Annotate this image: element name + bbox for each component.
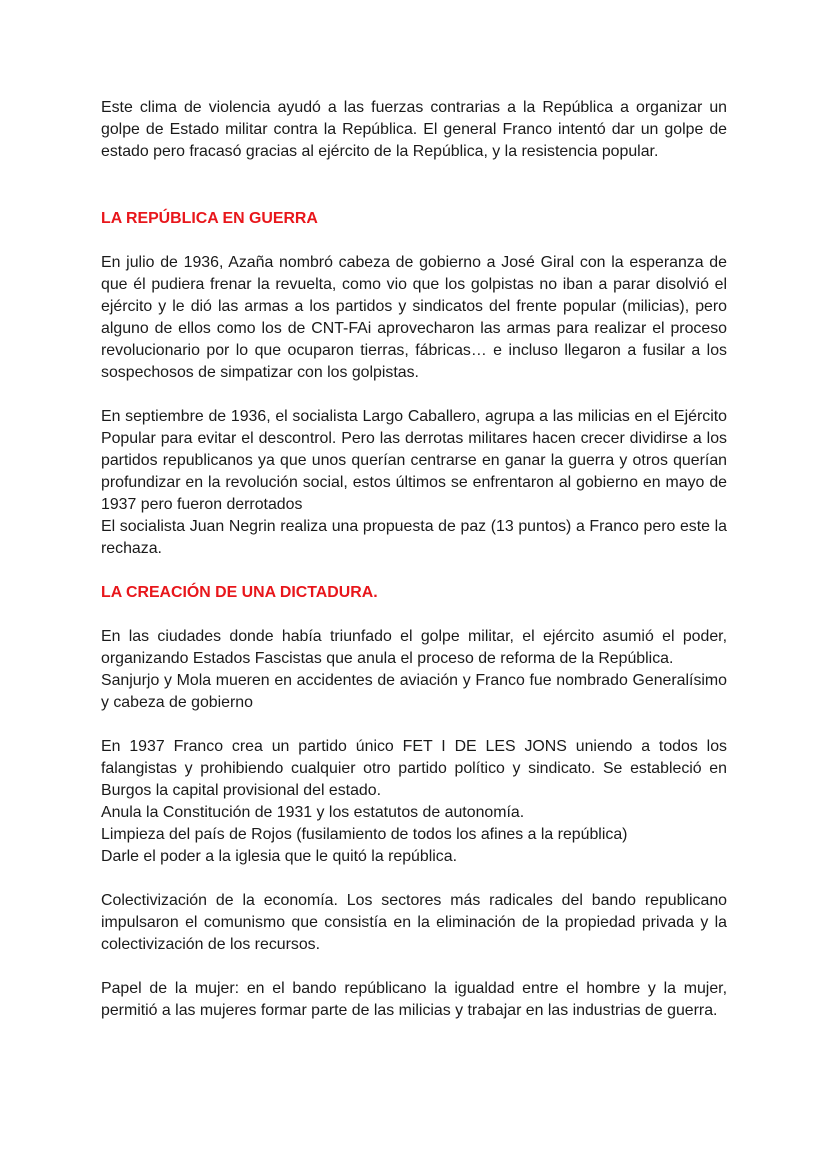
paragraph-septiembre-1936: En septiembre de 1936, el socialista Largo Caballero, agrupa a las milicias en el Ejército Popular para evitar el descontrol. Pero las derrotas militares hacen crecer dividirse a los partidos republicanos ya que unos querían centrarse en ganar la guerra y otros querían profundizar en la revolución social, estos últimos se enfrentaron al gobierno en mayo de 1937 pero fueron derrotados	[101, 408, 727, 513]
paragraph-sanjurjo-mola: Sanjurjo y Mola mueren en accidentes de aviación y Franco fue nombrado Generalísimo y cabeza de gobierno	[101, 672, 727, 711]
paragraph-colectivizacion: Colectivización de la economía. Los sectores más radicales del bando republicano impulsaron el comunismo que consistía en la eliminación de la propiedad privada y la colectivización de los recursos.	[101, 892, 727, 953]
paragraph-iglesia: Darle el poder a la iglesia que le quitó la república.	[101, 848, 457, 865]
document-page	[101, 97, 727, 1022]
paragraph-papel-mujer: Papel de la mujer: en el bando repúblicano la igualdad entre el hombre y la mujer, permitió a las mujeres formar parte de las milicias y trabajar en las industrias de guerra.	[101, 980, 727, 1019]
paragraph-julio-1936: En julio de 1936, Azaña nombró cabeza de gobierno a José Giral con la esperanza de que él pudiera frenar la revuelta, como vio que los golpistas no iban a parar disolvió el ejército y le dió las armas a los partidos y sindicatos del frente popular (milicias), pero alguno de ellos como los de CNT-FAi aprovecharon las armas para realizar el proceso revolucionario por lo que ocuparon tierras, fábricas… e incluso llegaron a fusilar a los sospechosos de simpatizar con los golpistas.	[101, 254, 727, 381]
paragraph-ciudades-golpe: En las ciudades donde había triunfado el golpe militar, el ejército asumió el poder, organizando Estados Fascistas que anula el proceso de reforma de la República.	[101, 628, 727, 667]
paragraph-anula-constitucion: Anula la Constitución de 1931 y los estatutos de autonomía.	[101, 804, 525, 821]
section-heading-creacion-dictadura: LA CREACIÓN DE UNA DICTADURA.	[101, 584, 378, 601]
paragraph-partido-unico: En 1937 Franco crea un partido único FET I DE LES JONS uniendo a todos los falangistas y prohibiendo cualquier otro partido político y sindicato. Se estableció en Burgos la capital provisional del estado.	[101, 738, 727, 799]
intro-paragraph: Este clima de violencia ayudó a las fuerzas contrarias a la República a organizar un golpe de Estado militar contra la República. El general Franco intentó dar un golpe de estado pero fracasó gracias al ejército de la República, y la resistencia popular.	[101, 99, 727, 160]
paragraph-limpieza: Limpieza del país de Rojos (fusilamiento de todos los afines a la república)	[101, 826, 628, 843]
section-heading-republica-en-guerra: LA REPÚBLICA EN GUERRA	[101, 210, 318, 227]
paragraph-negrin: El socialista Juan Negrin realiza una propuesta de paz (13 puntos) a Franco pero este la rechaza.	[101, 518, 727, 557]
